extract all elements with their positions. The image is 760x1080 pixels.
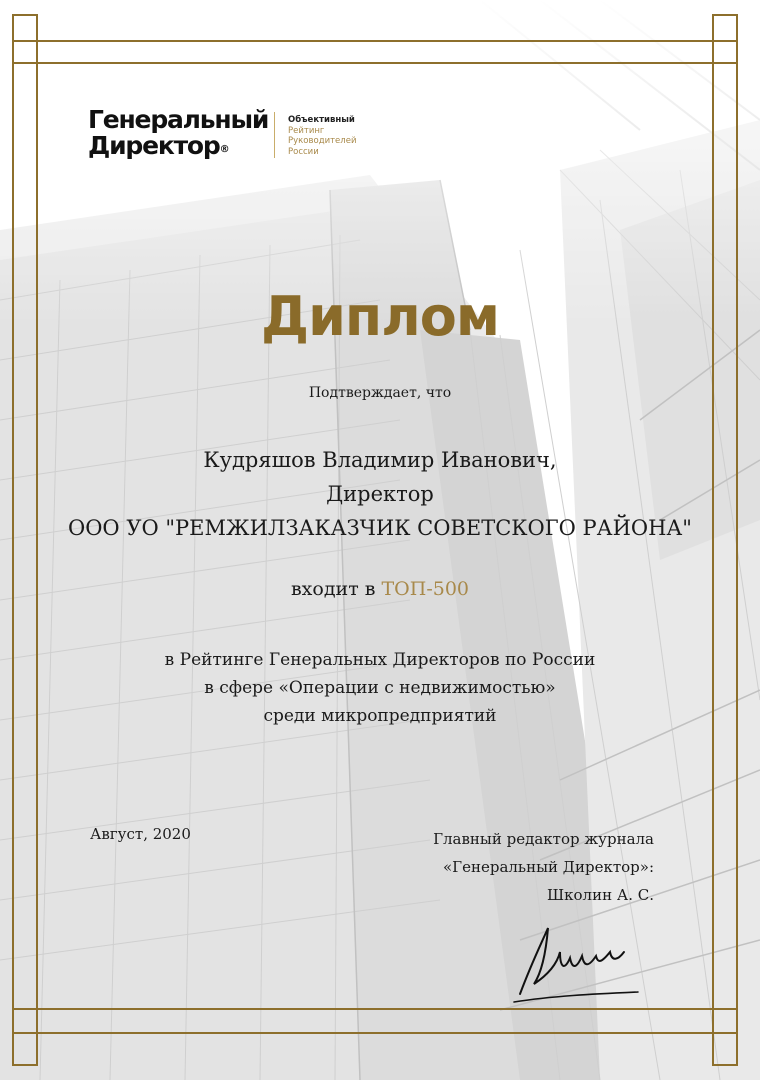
signature xyxy=(512,922,642,1008)
rating-line3: среди микропредприятий xyxy=(263,706,497,726)
editor-line1: Главный редактор журнала xyxy=(433,830,654,848)
ranking-line xyxy=(0,578,760,600)
logo-subtitle-line1: Объективный xyxy=(288,115,355,125)
rating-line2: в сфере «Операции с недвижимостью» xyxy=(204,678,556,698)
registered-mark: ® xyxy=(219,144,230,155)
ranking-prefix: входит в xyxy=(290,578,376,600)
logo-name-line1: Генеральный xyxy=(88,105,269,134)
rating-line1: в Рейтинге Генеральных Директоров по России xyxy=(164,650,596,670)
logo xyxy=(88,107,268,159)
logo-subtitle-line2: Рейтинг xyxy=(288,125,325,136)
logo-divider xyxy=(274,112,275,158)
logo-subtitle-line4: России xyxy=(288,146,319,157)
recipient-company: ООО УО "РЕМЖИЛЗАКАЗЧИК СОВЕТСКОГО РАЙОНА" xyxy=(68,516,692,540)
issue-date: Август, 2020 xyxy=(90,825,191,843)
recipient-name: Кудряшов Владимир Иванович, xyxy=(203,448,557,472)
recipient-position: Директор xyxy=(326,482,434,506)
logo-subtitle xyxy=(288,115,356,157)
confirms-text: Подтверждает, что xyxy=(308,385,452,401)
diploma-title: Диплом xyxy=(260,285,500,348)
editor-line3: Школин А. С. xyxy=(547,886,654,904)
ranking-top: ТОП-500 xyxy=(381,578,470,600)
editor-line2: «Генеральный Директор»: xyxy=(442,858,654,876)
rating-description xyxy=(0,646,760,730)
recipient-block xyxy=(0,443,760,545)
editor-block xyxy=(433,825,654,909)
logo-subtitle-line3: Руководителей xyxy=(288,136,357,146)
logo-name-line2: Директор® xyxy=(88,131,230,160)
